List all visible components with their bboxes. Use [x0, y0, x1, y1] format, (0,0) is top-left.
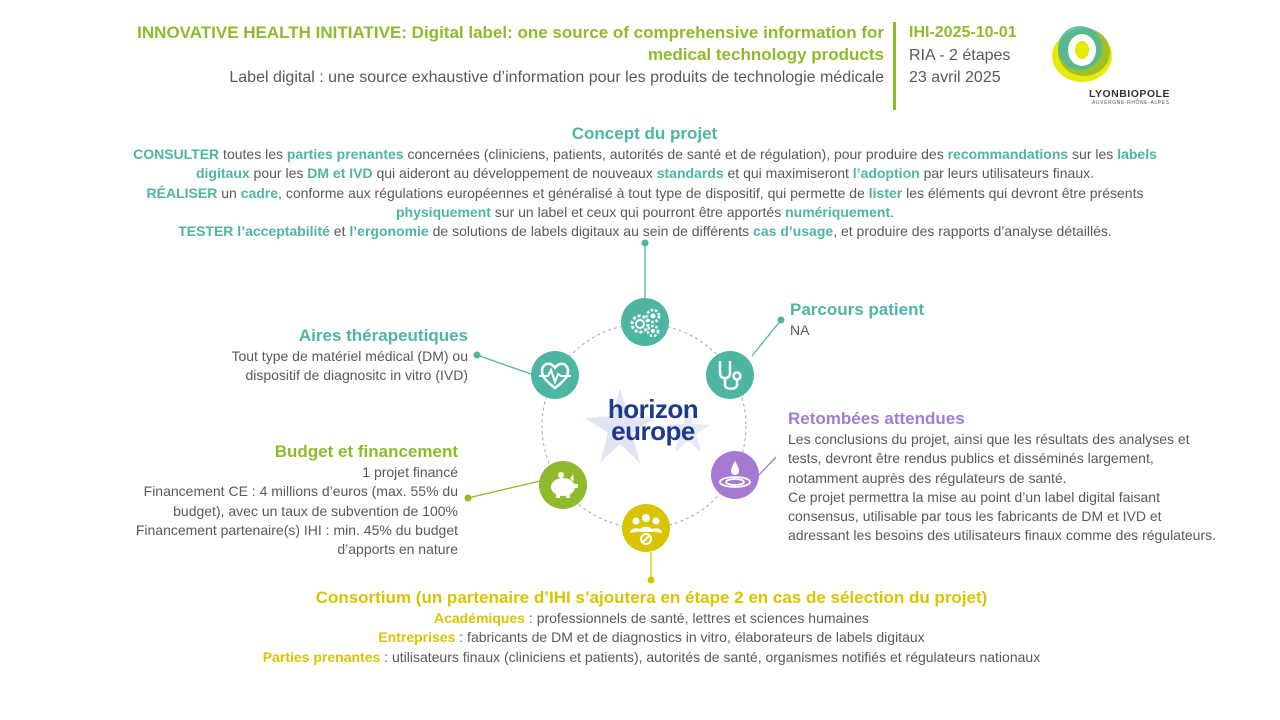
logo-tagline: AUVERGNE-RHÔNE-ALPES: [1092, 100, 1170, 106]
text: de solutions de labels digitaux au sein de différents: [428, 223, 754, 240]
text: et qui maximiseront: [723, 165, 853, 182]
keyword: recommandations: [947, 146, 1069, 162]
keyword: labels: [1117, 146, 1157, 162]
stethoscope-icon: [706, 351, 754, 399]
budget-section: [60, 441, 458, 559]
budget-line-1: 1 projet financé: [362, 464, 458, 480]
consortium-label: Parties prenantes: [262, 648, 381, 665]
keyword: DM et IVD: [307, 165, 373, 182]
keyword: numériquement: [785, 203, 891, 220]
retombees-section: [788, 408, 1272, 546]
concept-title: Concept du projet: [571, 124, 718, 143]
budget-line-2: Financement CE : 4 millions d’euros (max. 55% du: [143, 483, 458, 500]
budget-line-3: budget), avec un taux de subvention de 100%: [173, 502, 458, 519]
retombees-line-5: consensus, utilisable par tous les fabricants de DM et IVD et: [788, 508, 1162, 525]
keyword: cas d’usage: [753, 223, 834, 240]
consortium-row-2: [0, 628, 1280, 647]
call-type: RIA - 2 étapes: [909, 47, 1011, 64]
text: concernées (cliniciens, patients, autorités de santé et de régulation), pour produire des: [403, 146, 948, 162]
text: , conforme aux régulations européennes et généralisé à tout type de dispositif, qui permette de: [278, 184, 869, 201]
horizon-word: horizon: [607, 394, 699, 424]
aires-title: Aires thérapeutiques: [298, 326, 468, 345]
europe-word: europe: [611, 416, 695, 446]
parcours-title: Parcours patient: [790, 300, 925, 319]
parcours-connector: [752, 320, 781, 356]
aires-line-1: Tout type de matériel médical (DM) ou: [231, 348, 468, 364]
text: .: [890, 203, 894, 220]
text: qui aideront au développement de nouveaux: [372, 165, 657, 182]
text: et: [329, 223, 350, 240]
keyword: CONSULTER: [133, 146, 220, 162]
text: un: [217, 184, 241, 201]
retombees-connector: [759, 457, 776, 475]
aires-connector: [477, 355, 531, 374]
retombees-title: Retombées attendues: [788, 409, 965, 428]
keyword: standards: [656, 165, 724, 182]
text: toutes les: [219, 146, 287, 162]
consortium-section: [0, 587, 1280, 667]
water-drop-ripple-icon: [711, 451, 759, 499]
piggy-bank-icon: [539, 461, 587, 509]
text: les éléments qui devront être présents: [902, 184, 1144, 201]
retombees-line-1: Les conclusions du projet, ainsi que les résultats des analyses et: [788, 431, 1190, 447]
text: par leurs utilisateurs finaux.: [919, 165, 1094, 182]
consortium-row-1: [0, 609, 1280, 628]
retombees-line-2: tests, devront être rendus publics et disséminés largement,: [788, 450, 1154, 467]
keyword: digitaux: [195, 165, 250, 182]
title-line-2: medical technology products: [647, 45, 884, 64]
keyword: physiquement: [396, 203, 491, 220]
logo-name: LYONBIOPOLE: [1089, 88, 1170, 100]
consortium-label: Entreprises: [378, 629, 456, 646]
aires-section: [100, 325, 468, 386]
keyword: TESTER l’acceptabilité: [178, 223, 330, 240]
consortium-title: Consortium (un partenaire d’IHI s’ajoutera en étape 2 en cas de sélection du projet): [315, 588, 988, 607]
retombees-line-4: Ce projet permettra la mise au point d’un label digital faisant: [788, 488, 1160, 505]
consortium-text: : professionnels de santé, lettres et sciences humaines: [525, 610, 869, 626]
budget-title: Budget et financement: [274, 442, 458, 461]
retombees-line-3: notamment auprès des régulateurs de santé.: [788, 469, 1067, 486]
text: sur un label et ceux qui pourront être apportés: [490, 203, 786, 220]
keyword: l’adoption: [852, 165, 920, 182]
text: sur les: [1068, 146, 1118, 162]
consortium-row-3: [0, 648, 1280, 667]
title-line-1: INNOVATIVE HEALTH INITIATIVE: Digital label: one source of comprehensive information for: [137, 23, 884, 42]
budget-line-4: Financement partenaire(s) IHI : min. 45% du budget: [135, 521, 458, 538]
keyword: cadre: [240, 184, 279, 201]
keyword: RÉALISER: [146, 184, 218, 201]
consortium-text: : fabricants de DM et de diagnostics in vitro, élaborateurs de labels digitaux: [455, 629, 925, 646]
text: pour les: [249, 165, 308, 182]
budget-line-5: d’apports en nature: [337, 541, 458, 558]
parcours-section: [790, 299, 1050, 340]
horizon-europe-logo: [598, 394, 708, 446]
keyword: l’ergonomie: [349, 223, 429, 240]
call-date: 23 avril 2025: [909, 69, 1001, 86]
keyword: parties prenantes: [286, 146, 404, 162]
retombees-line-6: adressant les besoins des utilisateurs finaux comme des régulateurs.: [788, 527, 1216, 544]
aires-line-2: dispositif de diagnositc in vitro (IVD): [245, 367, 468, 384]
consortium-label: Académiques: [433, 610, 526, 626]
parcours-text: NA: [790, 322, 810, 338]
heart-pulse-icon: [531, 351, 579, 399]
consortium-text: : utilisateurs finaux (cliniciens et patients), autorités de santé, organismes notifiés et régulateurs nationaux: [380, 648, 1041, 665]
people-group-icon: [622, 504, 670, 552]
text: , et produire des rapports d’analyse détaillés.: [833, 223, 1112, 240]
keyword: lister: [868, 184, 903, 201]
call-reference: IHI-2025-10-01: [909, 24, 1017, 41]
document-subtitle: Label digital : une source exhaustive d’information pour les produits de technologie médicale: [229, 69, 884, 86]
budget-connector: [468, 481, 540, 498]
gears-icon: [621, 298, 669, 346]
